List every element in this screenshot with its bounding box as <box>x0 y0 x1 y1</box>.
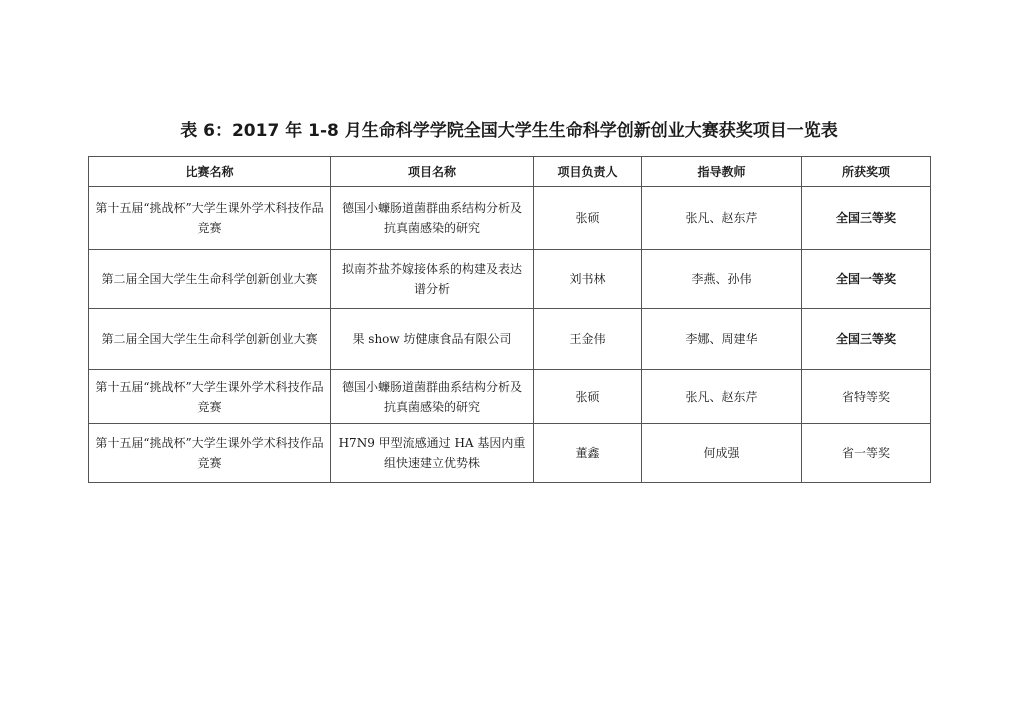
cell-leader: 王金伟 <box>534 309 642 370</box>
cell-advisor: 张凡、赵东芹 <box>642 370 802 424</box>
header-advisor: 指导教师 <box>642 157 802 187</box>
header-award: 所获奖项 <box>802 157 931 187</box>
cell-award: 全国一等奖 <box>802 250 931 309</box>
table-header-row <box>89 157 931 187</box>
cell-award: 全国三等奖 <box>802 187 931 250</box>
cell-leader: 张硕 <box>534 370 642 424</box>
header-competition: 比赛名称 <box>89 157 331 187</box>
cell-award: 全国三等奖 <box>802 309 931 370</box>
table-row <box>89 370 931 424</box>
cell-leader: 刘书林 <box>534 250 642 309</box>
cell-award: 省特等奖 <box>802 370 931 424</box>
table-row <box>89 309 931 370</box>
header-project: 项目名称 <box>331 157 534 187</box>
cell-project: 德国小蠊肠道菌群曲系结构分析及抗真菌感染的研究 <box>331 370 534 424</box>
cell-project: 拟南芥盐芥嫁接体系的构建及表达谱分析 <box>331 250 534 309</box>
cell-advisor: 何成强 <box>642 424 802 483</box>
cell-competition: 第二届全国大学生生命科学创新创业大赛 <box>89 309 331 370</box>
cell-competition: 第二届全国大学生生命科学创新创业大赛 <box>89 250 331 309</box>
cell-project: 德国小蠊肠道菌群曲系结构分析及抗真菌感染的研究 <box>331 187 534 250</box>
cell-competition: 第十五届“挑战杯”大学生课外学术科技作品竞赛 <box>89 370 331 424</box>
header-leader: 项目负责人 <box>534 157 642 187</box>
cell-project: H7N9 甲型流感通过 HA 基因内重组快速建立优势株 <box>331 424 534 483</box>
cell-competition: 第十五届“挑战杯”大学生课外学术科技作品竞赛 <box>89 187 331 250</box>
cell-project: 果 show 坊健康食品有限公司 <box>331 309 534 370</box>
table-title: 表 6：2017 年 1-8 月生命科学学院全国大学生生命科学创新创业大赛获奖项目一览表 <box>180 121 838 141</box>
awards-table <box>88 156 931 483</box>
cell-advisor: 李娜、周建华 <box>642 309 802 370</box>
cell-leader: 董鑫 <box>534 424 642 483</box>
cell-advisor: 李燕、孙伟 <box>642 250 802 309</box>
cell-competition: 第十五届“挑战杯”大学生课外学术科技作品竞赛 <box>89 424 331 483</box>
cell-advisor: 张凡、赵东芹 <box>642 187 802 250</box>
table-row <box>89 187 931 250</box>
cell-leader: 张硕 <box>534 187 642 250</box>
cell-award: 省一等奖 <box>802 424 931 483</box>
table-row <box>89 250 931 309</box>
table-row <box>89 424 931 483</box>
